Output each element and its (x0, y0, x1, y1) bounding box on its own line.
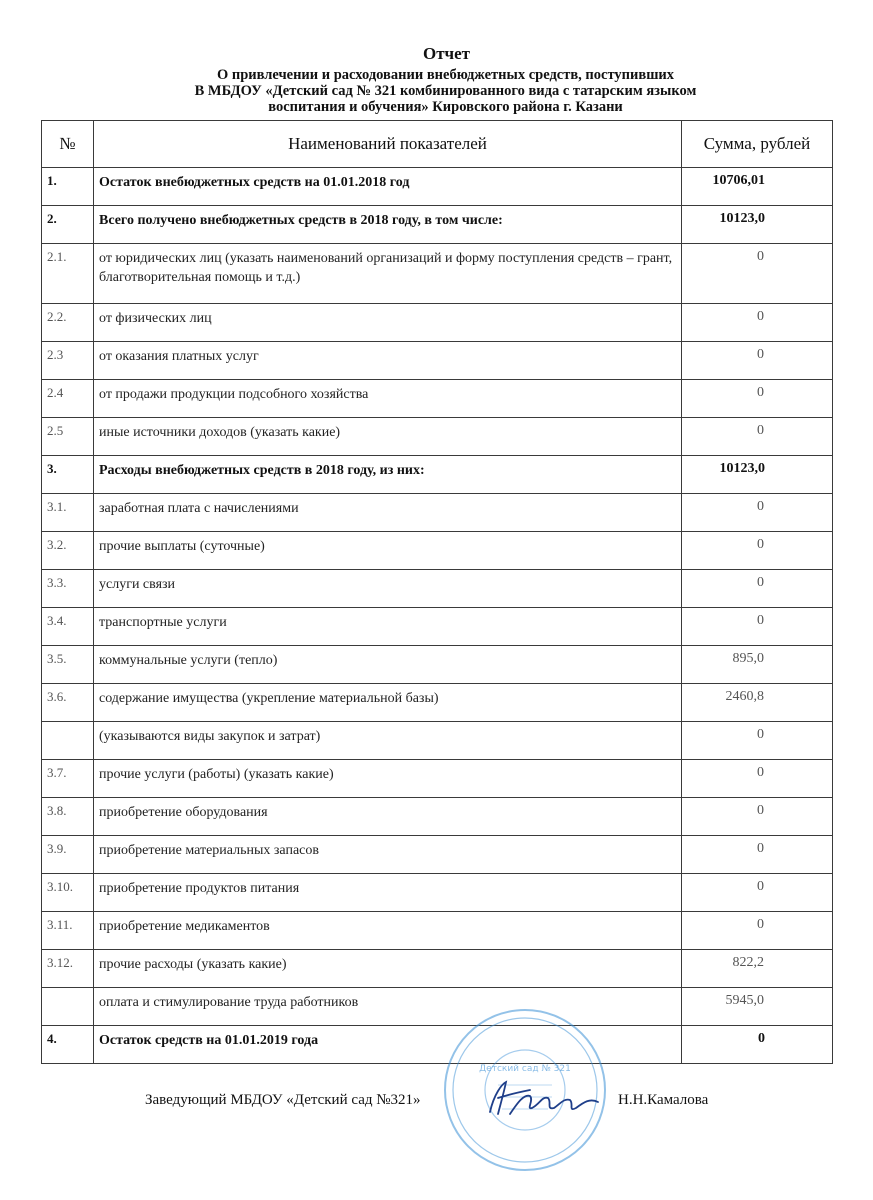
row-sum: 2460,8 (682, 684, 833, 722)
table-row (42, 570, 833, 608)
row-number: 3.10. (42, 874, 94, 912)
row-indicator: коммунальные услуги (тепло) (94, 646, 682, 684)
row-indicator: приобретение медикаментов (94, 912, 682, 950)
row-indicator: Остаток внебюджетных средств на 01.01.2018 год (94, 168, 682, 206)
row-number: 3.5. (42, 646, 94, 684)
row-indicator: содержание имущества (укрепление материальной базы) (94, 684, 682, 722)
row-number: 3. (42, 456, 94, 494)
row-sum: 0 (682, 418, 833, 456)
row-sum: 822,2 (682, 950, 833, 988)
row-number: 3.3. (42, 570, 94, 608)
row-number: 3.11. (42, 912, 94, 950)
row-indicator: от продажи продукции подсобного хозяйства (94, 380, 682, 418)
row-number: 2. (42, 206, 94, 244)
row-indicator: приобретение материальных запасов (94, 836, 682, 874)
table-row (42, 168, 833, 206)
row-sum: 10123,0 (682, 456, 833, 494)
subtitle-line: О привлечении и расходовании внебюджетных средств, поступивших (216, 67, 675, 83)
row-indicator: Всего получено внебюджетных средств в 2018 году, в том числе: (94, 206, 682, 244)
report-header (0, 44, 873, 115)
row-sum: 0 (682, 836, 833, 874)
row-sum: 0 (682, 244, 833, 304)
subtitle-line: воспитания и обучения» Кировского района г. Казани (268, 99, 623, 115)
row-indicator: прочие расходы (указать какие) (94, 950, 682, 988)
row-sum: 10706,01 (682, 168, 833, 206)
table-row (42, 646, 833, 684)
row-number: 3.9. (42, 836, 94, 874)
row-indicator: услуги связи (94, 570, 682, 608)
table-row (42, 912, 833, 950)
column-header-number: № (42, 121, 94, 168)
table-row (42, 456, 833, 494)
table-body (42, 168, 833, 1064)
table-row (42, 836, 833, 874)
row-indicator: приобретение оборудования (94, 798, 682, 836)
row-number: 3.1. (42, 494, 94, 532)
column-header-sum: Сумма, рублей (682, 121, 833, 168)
row-number: 2.1. (42, 244, 94, 304)
row-number: 3.8. (42, 798, 94, 836)
row-indicator: от оказания платных услуг (94, 342, 682, 380)
table-row (42, 798, 833, 836)
report-title: Отчет (422, 44, 471, 63)
row-sum: 0 (682, 912, 833, 950)
row-indicator: транспортные услуги (94, 608, 682, 646)
row-sum: 0 (682, 798, 833, 836)
row-number: 3.7. (42, 760, 94, 798)
row-sum: 0 (682, 874, 833, 912)
report-subtitle (0, 67, 873, 115)
table-row (42, 532, 833, 570)
row-number: 2.2. (42, 304, 94, 342)
subtitle-line: В МБДОУ «Детский сад № 321 комбинированного вида с татарским языком (194, 83, 697, 99)
table-row (42, 608, 833, 646)
table-row (42, 494, 833, 532)
report-table (41, 120, 833, 1064)
table-header-row (42, 121, 833, 168)
row-sum: 10123,0 (682, 206, 833, 244)
row-sum: 0 (682, 608, 833, 646)
table-row (42, 1026, 833, 1064)
table-row (42, 304, 833, 342)
row-sum: 0 (682, 494, 833, 532)
row-number: 2.3 (42, 342, 94, 380)
row-indicator: от физических лиц (94, 304, 682, 342)
table-row (42, 684, 833, 722)
signatory-name: Н.Н.Камалова (618, 1092, 709, 1108)
row-sum: 0 (682, 722, 833, 760)
row-indicator: прочие выплаты (суточные) (94, 532, 682, 570)
row-sum: 0 (682, 304, 833, 342)
table-row (42, 874, 833, 912)
table-row (42, 760, 833, 798)
row-sum: 0 (682, 532, 833, 570)
row-sum: 0 (682, 342, 833, 380)
row-sum: 5945,0 (682, 988, 833, 1026)
table-row (42, 206, 833, 244)
row-indicator: иные источники доходов (указать какие) (94, 418, 682, 456)
row-indicator: приобретение продуктов питания (94, 874, 682, 912)
table-row (42, 988, 833, 1026)
row-sum: 0 (682, 1026, 833, 1064)
row-number: 3.6. (42, 684, 94, 722)
table-row (42, 722, 833, 760)
row-indicator: прочие услуги (работы) (указать какие) (94, 760, 682, 798)
row-number: 1. (42, 168, 94, 206)
table-row (42, 418, 833, 456)
row-number (42, 722, 94, 760)
row-number: 3.2. (42, 532, 94, 570)
column-header-indicator: Наименований показателей (94, 121, 682, 168)
table-row (42, 342, 833, 380)
row-indicator: Остаток средств на 01.01.2019 года (94, 1026, 682, 1064)
row-indicator: от юридических лиц (указать наименований организаций и форму поступления средств – грант, благотворительная помощь и т.д.) (94, 244, 682, 304)
signature (480, 1074, 610, 1124)
row-sum: 0 (682, 760, 833, 798)
row-number: 2.4 (42, 380, 94, 418)
row-indicator: оплата и стимулирование труда работников (94, 988, 682, 1026)
row-indicator: Расходы внебюджетных средств в 2018 году, из них: (94, 456, 682, 494)
row-indicator: заработная плата с начислениями (94, 494, 682, 532)
row-sum: 0 (682, 380, 833, 418)
stamp-text: Детский сад № 321 (479, 1064, 571, 1074)
row-number: 3.12. (42, 950, 94, 988)
table-row (42, 950, 833, 988)
row-indicator: (указываются виды закупок и затрат) (94, 722, 682, 760)
row-sum: 0 (682, 570, 833, 608)
row-number: 2.5 (42, 418, 94, 456)
row-number: 4. (42, 1026, 94, 1064)
row-number: 3.4. (42, 608, 94, 646)
row-sum: 895,0 (682, 646, 833, 684)
row-number (42, 988, 94, 1026)
table-row (42, 380, 833, 418)
table-row (42, 244, 833, 304)
signatory-position: Заведующий МБДОУ «Детский сад №321» (145, 1092, 421, 1108)
